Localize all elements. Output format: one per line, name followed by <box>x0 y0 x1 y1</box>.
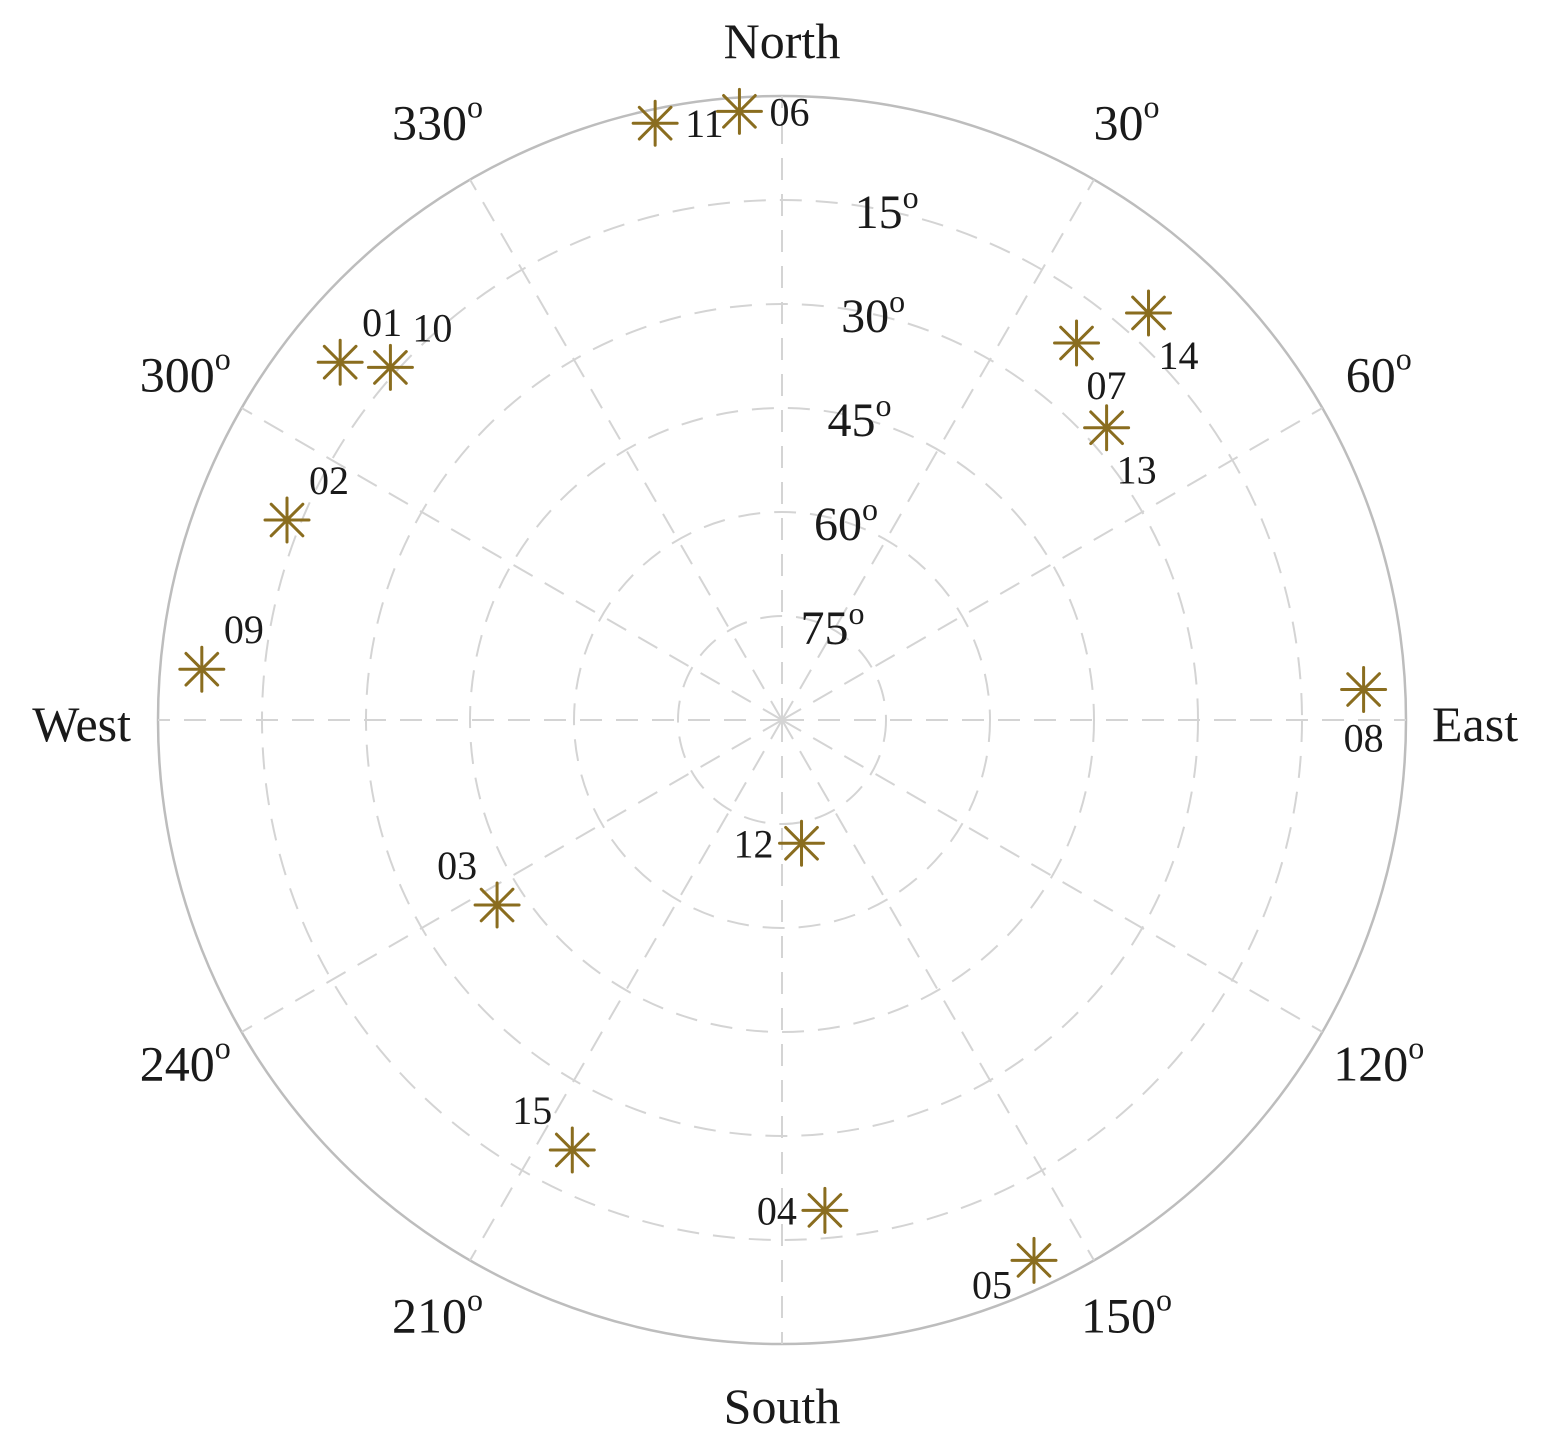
satellite-marker-06 <box>717 89 761 133</box>
azimuth-tick-label: 210$^o$ <box>392 1281 483 1344</box>
satellite-label-05: 05 <box>971 1262 1012 1308</box>
satellite-label-09: 09 <box>223 607 264 653</box>
elevation-tick-label: 30$^o$ <box>841 283 906 343</box>
satellite-marker-08 <box>1342 668 1386 712</box>
satellite-label-04: 04 <box>756 1188 797 1234</box>
elevation-tick-label: 60$^o$ <box>814 491 879 551</box>
west-label: West <box>32 696 131 752</box>
satellite-label-02: 02 <box>309 458 350 504</box>
satellite-marker-14 <box>1127 291 1171 335</box>
satellite-marker-11 <box>633 101 677 145</box>
south-label: South <box>723 1378 841 1434</box>
azimuth-tick-label: 240$^o$ <box>139 1029 231 1092</box>
elevation-tick-label: 15$^o$ <box>854 179 919 239</box>
satellite-label-03: 03 <box>437 843 478 889</box>
satellite-label-10: 10 <box>412 305 453 351</box>
azimuth-spoke <box>242 720 782 1032</box>
satellite-label-07: 07 <box>1086 363 1127 409</box>
satellite-marker-10 <box>368 345 412 389</box>
satellite-marker-04 <box>803 1188 847 1232</box>
azimuth-tick-label: 60$^o$ <box>1345 340 1412 403</box>
satellite-marker-09 <box>180 647 224 691</box>
elevation-tick-label: 75$^o$ <box>800 595 865 655</box>
satellite-label-12: 12 <box>733 821 774 867</box>
satellite-label-11: 11 <box>685 101 724 147</box>
azimuth-tick-label: 330$^o$ <box>392 88 483 151</box>
satellite-label-13: 13 <box>1116 447 1157 493</box>
satellite-marker-07 <box>1055 321 1099 365</box>
satellite-label-14: 14 <box>1158 332 1199 378</box>
azimuth-spoke <box>782 408 1322 720</box>
polar-grid <box>158 96 1406 1344</box>
satellite-marker-12 <box>780 821 824 865</box>
azimuth-tick-label: 30$^o$ <box>1093 88 1160 151</box>
satellite-marker-13 <box>1085 406 1129 450</box>
elevation-tick-label: 45$^o$ <box>827 387 892 447</box>
north-label: North <box>723 13 841 69</box>
azimuth-tick-label: 120$^o$ <box>1333 1029 1425 1092</box>
azimuth-tick-label: 150$^o$ <box>1081 1281 1172 1344</box>
satellite-marker-01 <box>318 340 362 384</box>
azimuth-tick-label: 300$^o$ <box>139 340 231 403</box>
east-label: East <box>1432 696 1519 752</box>
satellite-marker-03 <box>475 883 519 927</box>
elevation-tick-labels <box>801 179 919 655</box>
satellite-label-06: 06 <box>769 89 810 135</box>
satellite-marker-02 <box>265 498 309 542</box>
satellite-marker-15 <box>550 1128 594 1172</box>
satellite-label-01: 01 <box>362 300 403 346</box>
satellite-marker-05 <box>1012 1238 1056 1282</box>
satellite-label-15: 15 <box>512 1087 553 1133</box>
satellite-label-08: 08 <box>1343 715 1384 761</box>
azimuth-spoke <box>242 408 782 720</box>
